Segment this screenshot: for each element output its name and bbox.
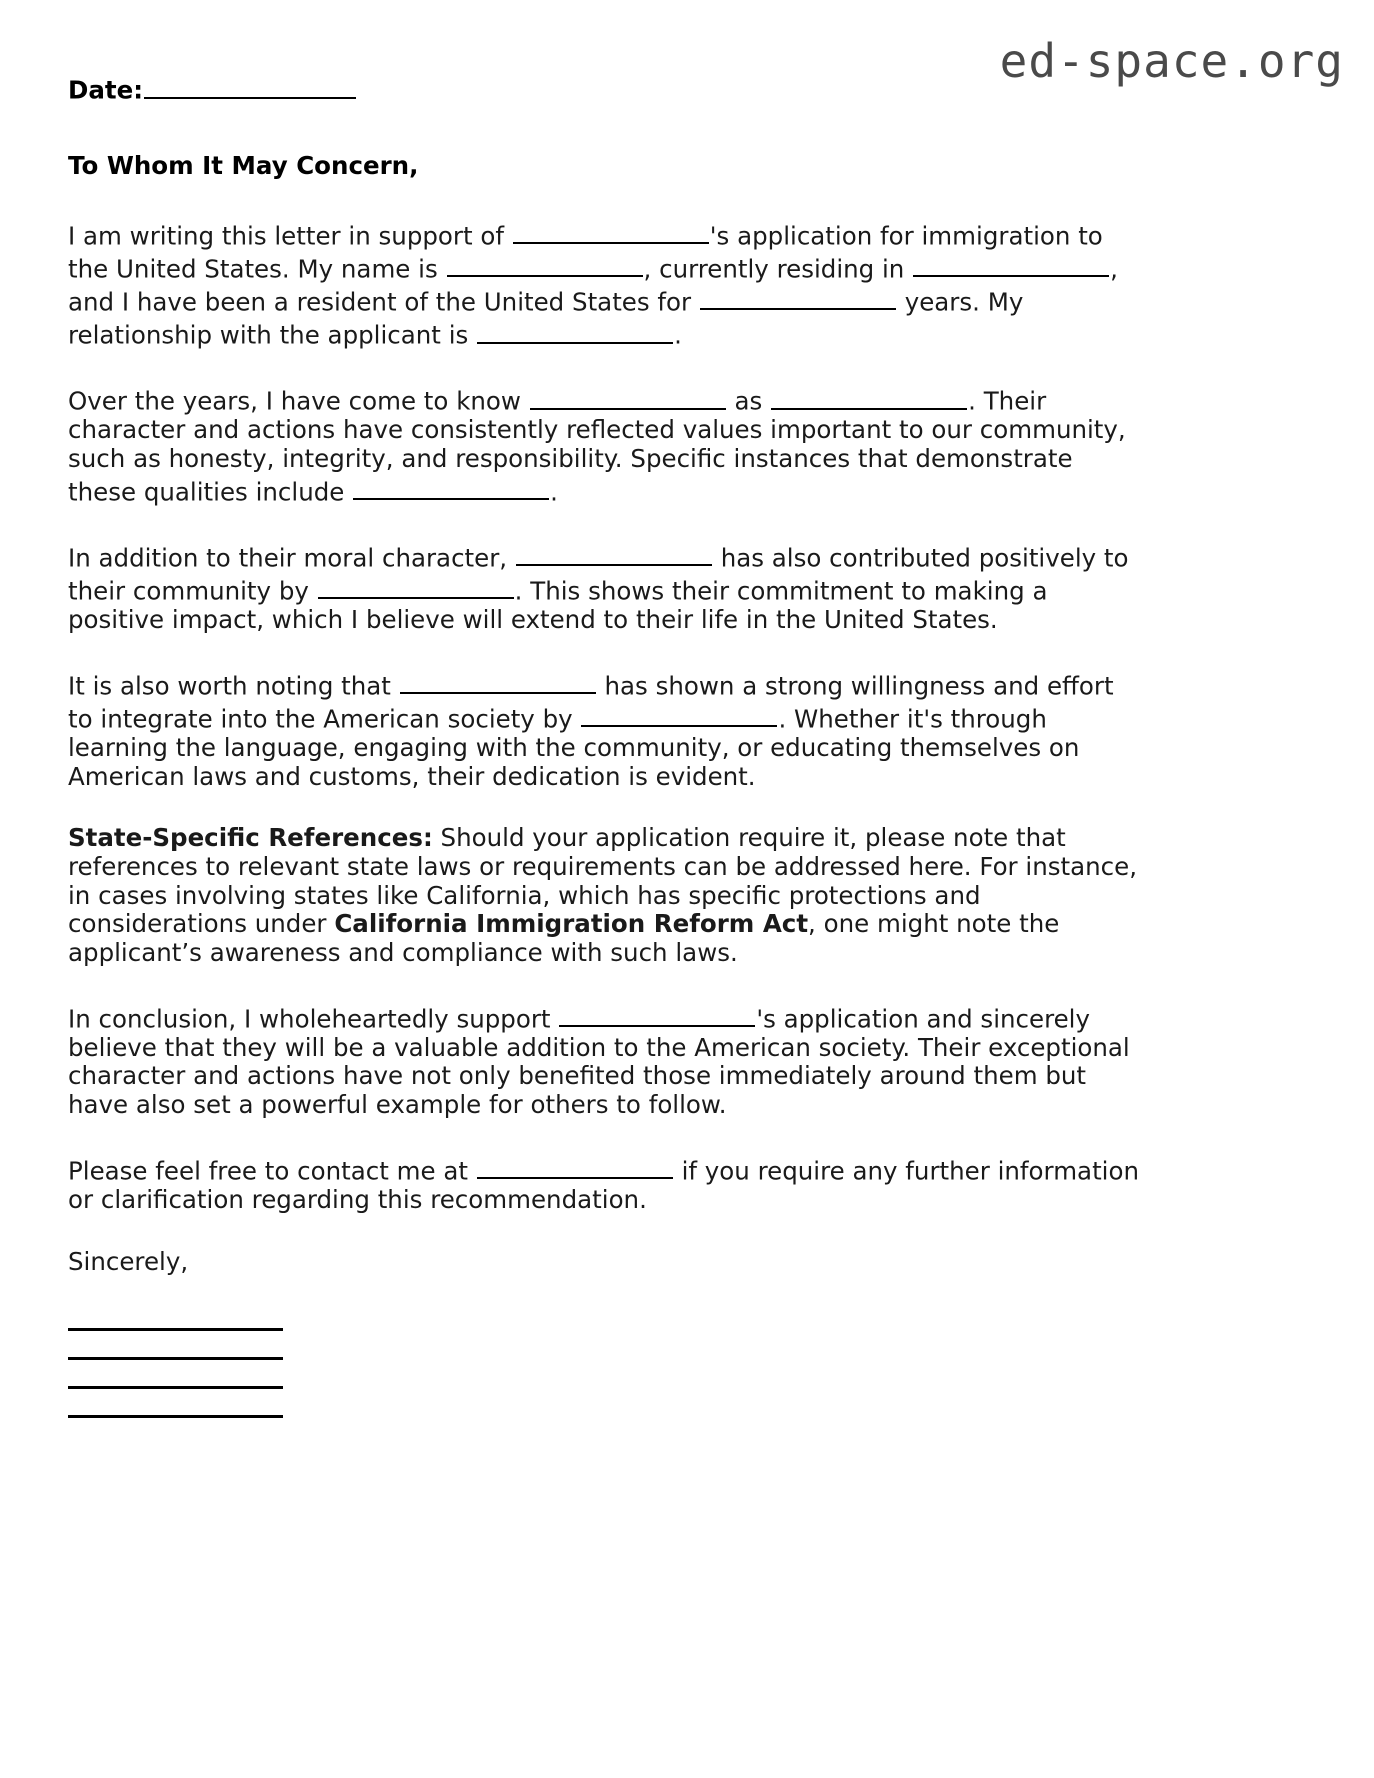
known-person-blank[interactable] (530, 383, 726, 410)
writer-name-blank[interactable] (447, 251, 643, 278)
date-blank[interactable] (144, 72, 356, 99)
paragraph-character (68, 383, 1143, 507)
applicant-name-blank-1[interactable] (513, 218, 709, 245)
p7-text-1: Please feel free to contact me at (68, 1156, 468, 1186)
p3-text-2: has also contributed positively to their community by (68, 543, 1129, 606)
signature-line-4[interactable] (68, 1415, 283, 1418)
p6-text-2: 's application and sincerely believe that they will be a valuable addition to the American society. Their exceptional character and actions have not only benefited those immediately around them but have also set a powerful example for others to follow. (68, 1004, 1130, 1120)
signature-line-2[interactable] (68, 1357, 283, 1360)
relationship-blank[interactable] (477, 317, 673, 344)
contact-info-blank[interactable] (477, 1153, 673, 1180)
p4-text-2: has shown a strong willingness and effort to integrate into the American society by (68, 671, 1114, 734)
p6-text-1: In conclusion, I wholeheartedly support (68, 1004, 551, 1034)
p5-text-1: Should your application require it, please note that references to relevant state laws or requirements can be addressed here. For instance, in cases involving states like California, which has specific protections and considerations under (68, 823, 1137, 939)
p1-text-2: 's application for immigration to the United States. My name is (68, 221, 1103, 284)
applicant-name-blank-4[interactable] (559, 1001, 755, 1028)
p2-text-4: . (550, 477, 558, 507)
p2-text-1: Over the years, I have come to know (68, 386, 521, 416)
paragraph-state-specific (68, 824, 1143, 967)
paragraph-conclusion (68, 1001, 1143, 1120)
p3-text-3: . This shows their commitment to making a positive impact, which I believe will extend to their life in the United States. (68, 576, 1048, 635)
letter-body (68, 72, 1143, 1444)
p7-text-2: if you require any further information or clarification regarding this recommendation. (68, 1156, 1139, 1214)
community-contribution-blank[interactable] (318, 573, 514, 600)
salutation: To Whom It May Concern, (68, 151, 419, 181)
paragraph-contact (68, 1153, 1143, 1215)
state-specific-lead-label: State-Specific References: (68, 823, 433, 853)
p1-text-1: I am writing this letter in support of (68, 221, 504, 251)
p2-text-2: as (734, 386, 763, 416)
sincerely-text: Sincerely, (68, 1246, 189, 1276)
p5-text-2: , one might note the applicant’s awareness and compliance with such laws. (68, 909, 1060, 967)
paragraph-contribution (68, 540, 1143, 635)
p1-text-6: . (674, 320, 682, 350)
paragraph-integration (68, 668, 1143, 792)
site-watermark: ed-space.org (999, 34, 1344, 88)
years-resident-blank[interactable] (700, 284, 896, 311)
applicant-name-blank-3[interactable] (400, 668, 596, 695)
p3-text-1: In addition to their moral character, (68, 543, 508, 573)
california-act-name: California Immigration Reform Act (334, 909, 809, 939)
instances-blank[interactable] (353, 474, 549, 501)
p1-text-3: , currently residing in (643, 254, 905, 284)
date-label: Date: (68, 75, 143, 105)
p2-text-3: . Their character and actions have consistently reflected values important to our community, such as honesty, integrity, and responsibility. Specific instances that demonstrate these qualities include (68, 386, 1126, 507)
paragraph-intro (68, 218, 1143, 351)
signature-line-1[interactable] (68, 1328, 283, 1331)
p1-text-5: years. My relationship with the applicant is (68, 287, 1024, 350)
applicant-name-blank-2[interactable] (516, 540, 712, 567)
p1-text-4: , and I have been a resident of the United States for (68, 254, 1118, 317)
known-as-blank[interactable] (771, 383, 967, 410)
p4-text-1: It is also worth noting that (68, 671, 391, 701)
signature-block (68, 1328, 1143, 1418)
signature-line-3[interactable] (68, 1386, 283, 1389)
residence-blank[interactable] (913, 251, 1109, 278)
integration-method-blank[interactable] (581, 701, 777, 728)
p4-text-3: . Whether it's through learning the language, engaging with the community, or educating themselves on American laws and customs, their dedication is evident. (68, 704, 1080, 791)
date-field-row (68, 72, 1143, 108)
